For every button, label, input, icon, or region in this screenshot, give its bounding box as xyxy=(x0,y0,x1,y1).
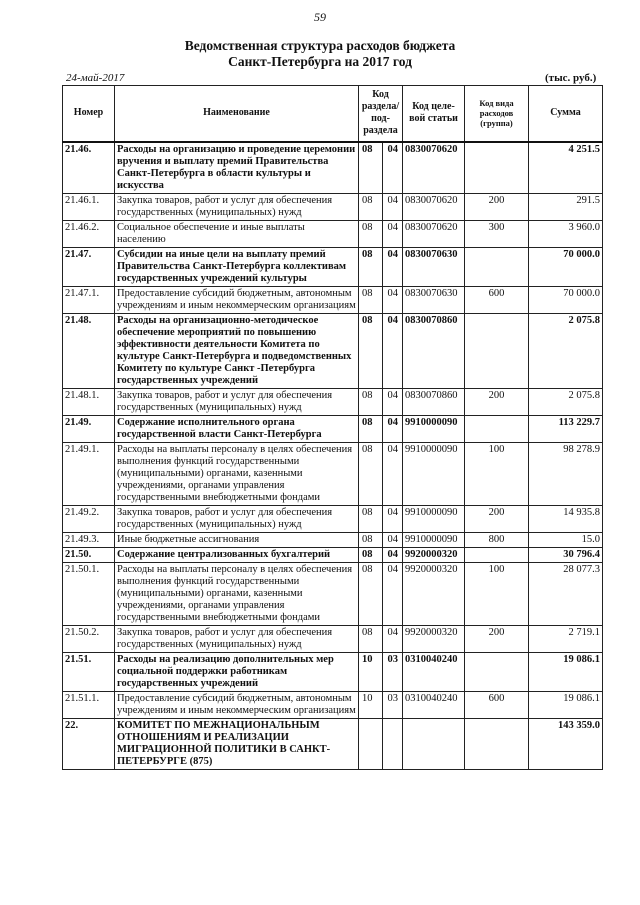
header-target-code: Код целе-вой статьи xyxy=(403,86,465,142)
row-number: 21.46.1. xyxy=(63,193,115,220)
row-target-code: 9920000320 xyxy=(403,625,465,652)
row-target-code: 9910000090 xyxy=(403,415,465,442)
table-row xyxy=(63,286,603,313)
row-section-code: 10 xyxy=(359,652,383,691)
row-number: 22. xyxy=(63,718,115,769)
row-name: Субсидии на иные цели на выплату премий Правительства Санкт-Петербурга коллективам государственных учреждений культуры xyxy=(115,247,359,286)
table-row xyxy=(63,625,603,652)
row-expense-type-code: 200 xyxy=(465,505,529,532)
row-expense-type-code xyxy=(465,415,529,442)
table-row xyxy=(63,193,603,220)
row-target-code: 9920000320 xyxy=(403,562,465,625)
row-name: Закупка товаров, работ и услуг для обеспечения государственных (муниципальных) нужд xyxy=(115,505,359,532)
row-expense-type-code xyxy=(465,718,529,769)
row-name: Расходы на организацию и проведение церемонии вручения и выплату премий Правительства Санкт-Петербурга в области культуры и искусства xyxy=(115,142,359,194)
row-target-code: 9920000320 xyxy=(403,547,465,562)
table-row xyxy=(63,247,603,286)
row-amount: 15.0 xyxy=(529,532,603,547)
table-row xyxy=(63,652,603,691)
row-expense-type-code xyxy=(465,547,529,562)
table-row xyxy=(63,562,603,625)
row-target-code xyxy=(403,718,465,769)
row-name: Содержание исполнительного органа государственной власти Санкт-Петербурга xyxy=(115,415,359,442)
row-subsection-code: 04 xyxy=(383,286,403,313)
row-expense-type-code xyxy=(465,247,529,286)
header-section-code: Код раздела/ под-раздела xyxy=(359,86,403,142)
table-row xyxy=(63,547,603,562)
header-name: Наименование xyxy=(115,86,359,142)
table-row xyxy=(63,505,603,532)
row-section-code: 08 xyxy=(359,193,383,220)
row-amount: 19 086.1 xyxy=(529,652,603,691)
units-label: (тыс. руб.) xyxy=(545,72,597,84)
budget-table xyxy=(62,85,603,770)
row-expense-type-code: 200 xyxy=(465,388,529,415)
row-expense-type-code: 600 xyxy=(465,286,529,313)
row-amount: 4 251.5 xyxy=(529,142,603,194)
table-row xyxy=(63,142,603,194)
row-subsection-code: 04 xyxy=(383,625,403,652)
row-amount: 2 075.8 xyxy=(529,388,603,415)
row-section-code: 08 xyxy=(359,220,383,247)
row-number: 21.50. xyxy=(63,547,115,562)
row-name: КОМИТЕТ ПО МЕЖНАЦИОНАЛЬНЫМ ОТНОШЕНИЯМ И РЕАЛИЗАЦИИ МИГРАЦИОННОЙ ПОЛИТИКИ В САНКТ-ПЕТЕРБУРГЕ (875) xyxy=(115,718,359,769)
document-date: 24-май-2017 xyxy=(66,72,125,84)
row-expense-type-code: 300 xyxy=(465,220,529,247)
table-row xyxy=(63,388,603,415)
row-number: 21.51. xyxy=(63,652,115,691)
row-number: 21.49.3. xyxy=(63,532,115,547)
row-expense-type-code: 100 xyxy=(465,562,529,625)
row-amount: 70 000.0 xyxy=(529,247,603,286)
row-expense-type-code: 200 xyxy=(465,193,529,220)
row-section-code: 08 xyxy=(359,286,383,313)
row-target-code: 9910000090 xyxy=(403,442,465,505)
row-section-code: 08 xyxy=(359,505,383,532)
row-number: 21.48.1. xyxy=(63,388,115,415)
row-target-code: 0830070860 xyxy=(403,313,465,388)
row-amount: 14 935.8 xyxy=(529,505,603,532)
table-row xyxy=(63,532,603,547)
row-name: Закупка товаров, работ и услуг для обеспечения государственных (муниципальных) нужд xyxy=(115,388,359,415)
row-subsection-code: 03 xyxy=(383,691,403,718)
row-target-code: 0830070860 xyxy=(403,388,465,415)
row-subsection-code xyxy=(383,718,403,769)
row-section-code: 08 xyxy=(359,142,383,194)
table-row xyxy=(63,313,603,388)
row-name: Социальное обеспечение и иные выплаты населению xyxy=(115,220,359,247)
row-target-code: 9910000090 xyxy=(403,532,465,547)
row-name: Закупка товаров, работ и услуг для обеспечения государственных (муниципальных) нужд xyxy=(115,193,359,220)
table-body xyxy=(63,142,603,770)
row-section-code: 08 xyxy=(359,625,383,652)
row-name: Предоставление субсидий бюджетным, автономным учреждениям и иным некоммерческим организациям xyxy=(115,286,359,313)
row-target-code: 0830070630 xyxy=(403,286,465,313)
row-subsection-code: 04 xyxy=(383,505,403,532)
table-row xyxy=(63,220,603,247)
title-line-2: Санкт-Петербурга на 2017 год xyxy=(228,54,412,69)
row-section-code: 08 xyxy=(359,562,383,625)
row-number: 21.51.1. xyxy=(63,691,115,718)
row-expense-type-code: 800 xyxy=(465,532,529,547)
row-target-code: 9910000090 xyxy=(403,505,465,532)
row-amount: 2 719.1 xyxy=(529,625,603,652)
row-subsection-code: 04 xyxy=(383,415,403,442)
row-name: Расходы на реализацию дополнительных мер социальной поддержки работникам государственных учреждений xyxy=(115,652,359,691)
row-subsection-code: 04 xyxy=(383,562,403,625)
title-line-1: Ведомственная структура расходов бюджета xyxy=(184,38,456,53)
row-number: 21.49.1. xyxy=(63,442,115,505)
row-name: Содержание централизованных бухгалтерий xyxy=(115,547,359,562)
row-amount: 30 796.4 xyxy=(529,547,603,562)
table-row xyxy=(63,442,603,505)
row-subsection-code: 04 xyxy=(383,388,403,415)
document-title xyxy=(0,38,640,70)
row-number: 21.48. xyxy=(63,313,115,388)
row-section-code: 08 xyxy=(359,247,383,286)
row-section-code: 08 xyxy=(359,313,383,388)
row-number: 21.49. xyxy=(63,415,115,442)
row-section-code xyxy=(359,718,383,769)
row-target-code: 0830070620 xyxy=(403,220,465,247)
row-target-code: 0310040240 xyxy=(403,691,465,718)
row-expense-type-code xyxy=(465,313,529,388)
row-number: 21.47.1. xyxy=(63,286,115,313)
row-amount: 3 960.0 xyxy=(529,220,603,247)
table-row xyxy=(63,415,603,442)
row-subsection-code: 04 xyxy=(383,247,403,286)
row-subsection-code: 04 xyxy=(383,142,403,194)
row-section-code: 08 xyxy=(359,388,383,415)
row-subsection-code: 04 xyxy=(383,547,403,562)
row-amount: 98 278.9 xyxy=(529,442,603,505)
row-number: 21.50.1. xyxy=(63,562,115,625)
table-row xyxy=(63,691,603,718)
row-section-code: 08 xyxy=(359,415,383,442)
row-section-code: 10 xyxy=(359,691,383,718)
row-amount: 19 086.1 xyxy=(529,691,603,718)
row-subsection-code: 04 xyxy=(383,193,403,220)
row-name: Расходы на выплаты персоналу в целях обеспечения выполнения функций государственными (муниципальными) органами, казенными учреждениями, органами управления государственными внебюджетными фондами xyxy=(115,442,359,505)
row-expense-type-code: 200 xyxy=(465,625,529,652)
header-amount: Сумма xyxy=(529,86,603,142)
row-section-code: 08 xyxy=(359,532,383,547)
header-number: Номер xyxy=(63,86,115,142)
row-number: 21.46.2. xyxy=(63,220,115,247)
row-subsection-code: 03 xyxy=(383,652,403,691)
row-expense-type-code: 100 xyxy=(465,442,529,505)
row-amount: 143 359.0 xyxy=(529,718,603,769)
row-subsection-code: 04 xyxy=(383,532,403,547)
row-amount: 70 000.0 xyxy=(529,286,603,313)
row-name: Расходы на организационно-методическое обеспечение мероприятий по повышению эффективности деятельности Комитета по культуре Санкт-Петербурга и подведомственных Комитету по культуре Санкт -Петербурга государственных учреждений xyxy=(115,313,359,388)
row-name: Расходы на выплаты персоналу в целях обеспечения выполнения функций государственными (муниципальными) органами, казенными учреждениями, органами управления государственными внебюджетными фондами xyxy=(115,562,359,625)
row-expense-type-code xyxy=(465,652,529,691)
row-name: Иные бюджетные ассигнования xyxy=(115,532,359,547)
header-expense-type-code: Код вида расходов (группа) xyxy=(465,86,529,142)
row-target-code: 0830070620 xyxy=(403,142,465,194)
row-number: 21.47. xyxy=(63,247,115,286)
row-target-code: 0830070620 xyxy=(403,193,465,220)
row-amount: 291.5 xyxy=(529,193,603,220)
row-number: 21.50.2. xyxy=(63,625,115,652)
row-amount: 28 077.3 xyxy=(529,562,603,625)
row-subsection-code: 04 xyxy=(383,220,403,247)
row-subsection-code: 04 xyxy=(383,313,403,388)
row-amount: 2 075.8 xyxy=(529,313,603,388)
row-target-code: 0830070630 xyxy=(403,247,465,286)
row-name: Закупка товаров, работ и услуг для обеспечения государственных (муниципальных) нужд xyxy=(115,625,359,652)
row-number: 21.49.2. xyxy=(63,505,115,532)
row-expense-type-code: 600 xyxy=(465,691,529,718)
page-number: 59 xyxy=(314,10,326,24)
row-amount: 113 229.7 xyxy=(529,415,603,442)
table-row xyxy=(63,718,603,769)
row-name: Предоставление субсидий бюджетным, автономным учреждениям и иным некоммерческим организациям xyxy=(115,691,359,718)
row-target-code: 0310040240 xyxy=(403,652,465,691)
row-expense-type-code xyxy=(465,142,529,194)
row-section-code: 08 xyxy=(359,442,383,505)
row-number: 21.46. xyxy=(63,142,115,194)
row-subsection-code: 04 xyxy=(383,442,403,505)
row-section-code: 08 xyxy=(359,547,383,562)
